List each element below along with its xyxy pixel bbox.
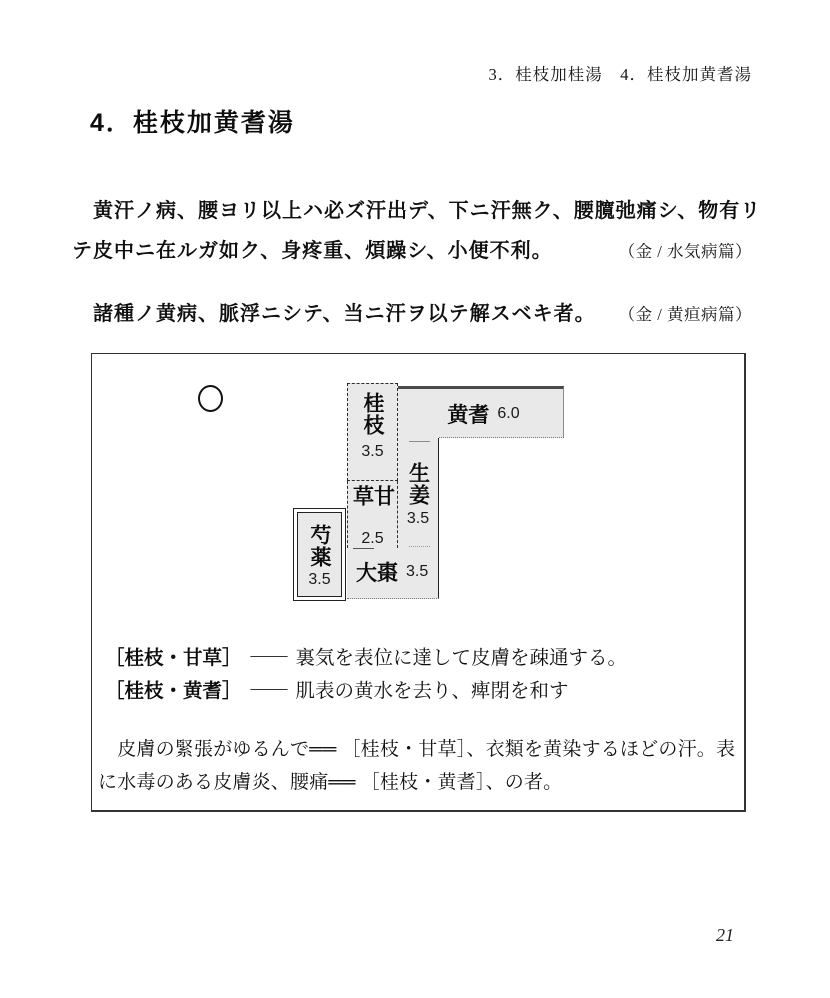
legend-line	[105, 675, 569, 703]
herb-name: 黄耆	[447, 403, 490, 427]
herb-box-keishi	[347, 383, 398, 481]
quote-2-line-1: 諸種ノ黄病、脈浮ニシテ、当ニ汗ヲ以テ解スベキ者。	[72, 303, 596, 325]
quote-1-line-1: 黄汗ノ病、腰ヨリ以上ハ必ズ汗出デ、下ニ汗無ク、腰臗弛痛シ、物有リ	[72, 200, 762, 222]
separator-tick	[409, 546, 430, 547]
herb-box-taiso	[356, 557, 428, 587]
herb-amount: 2.5	[361, 530, 384, 547]
quote-2-source: （金 / 黄疸病篇）	[618, 305, 752, 324]
running-head: 3．桂枝加桂湯 4．桂枝加黄耆湯	[488, 65, 752, 84]
herb-box-kanzo	[347, 481, 398, 548]
legend-line	[105, 642, 627, 670]
herb-amount: 3.5	[406, 510, 430, 527]
legend-text: 裏気を表位に達して皮膚を疎通する。	[295, 648, 628, 669]
separator-tick	[409, 441, 430, 442]
quote-1-line-2: テ皮中ニ在ルガ如ク、身疼重、煩躁シ、小便不利。	[72, 240, 553, 262]
herb-box-ogi	[398, 386, 564, 438]
legend-pair: ［桂枝・甘草］	[105, 647, 242, 669]
legend-pair: ［桂枝・黄耆］	[105, 680, 242, 702]
herb-amount: 3.5	[406, 563, 429, 580]
note-line-1: 皮膚の緊張がゆるんで══ ［桂枝・甘草］、衣類を黄染するほどの汗。表	[98, 739, 736, 760]
quote-1-source: （金 / 水気病篇）	[618, 242, 752, 261]
bottom-dotted-border	[347, 598, 439, 599]
formula-diagram-frame	[91, 353, 746, 812]
legend-dash: ――	[250, 678, 287, 699]
ogi-bottom-dotted-border	[439, 437, 564, 438]
herb-amount: 6.0	[497, 404, 520, 422]
herb-name: 甘草	[350, 485, 395, 507]
legend-dash: ――	[250, 645, 287, 666]
separator-tick	[353, 548, 374, 549]
page-title: 4．桂枝加黄耆湯	[90, 109, 295, 137]
herb-amount: 3.5	[361, 443, 384, 460]
legend-text: 肌表の黄水を去り、痺閉を和す	[295, 681, 569, 702]
herb-name: 生姜	[406, 462, 430, 506]
herb-amount: 3.5	[308, 571, 331, 588]
herb-name: 芍薬	[308, 524, 331, 568]
herb-box-shakuyaku-inner	[297, 512, 342, 597]
page-number: 21	[716, 925, 734, 945]
note-line-2: に水毒のある皮膚炎、腰痛══ ［桂枝・黄耆］、の者。	[98, 772, 563, 793]
herb-box-shakuyaku	[293, 508, 346, 601]
circle-mark-icon	[198, 385, 223, 412]
herb-name: 大棗	[356, 562, 398, 585]
herb-name: 桂枝	[361, 392, 384, 436]
